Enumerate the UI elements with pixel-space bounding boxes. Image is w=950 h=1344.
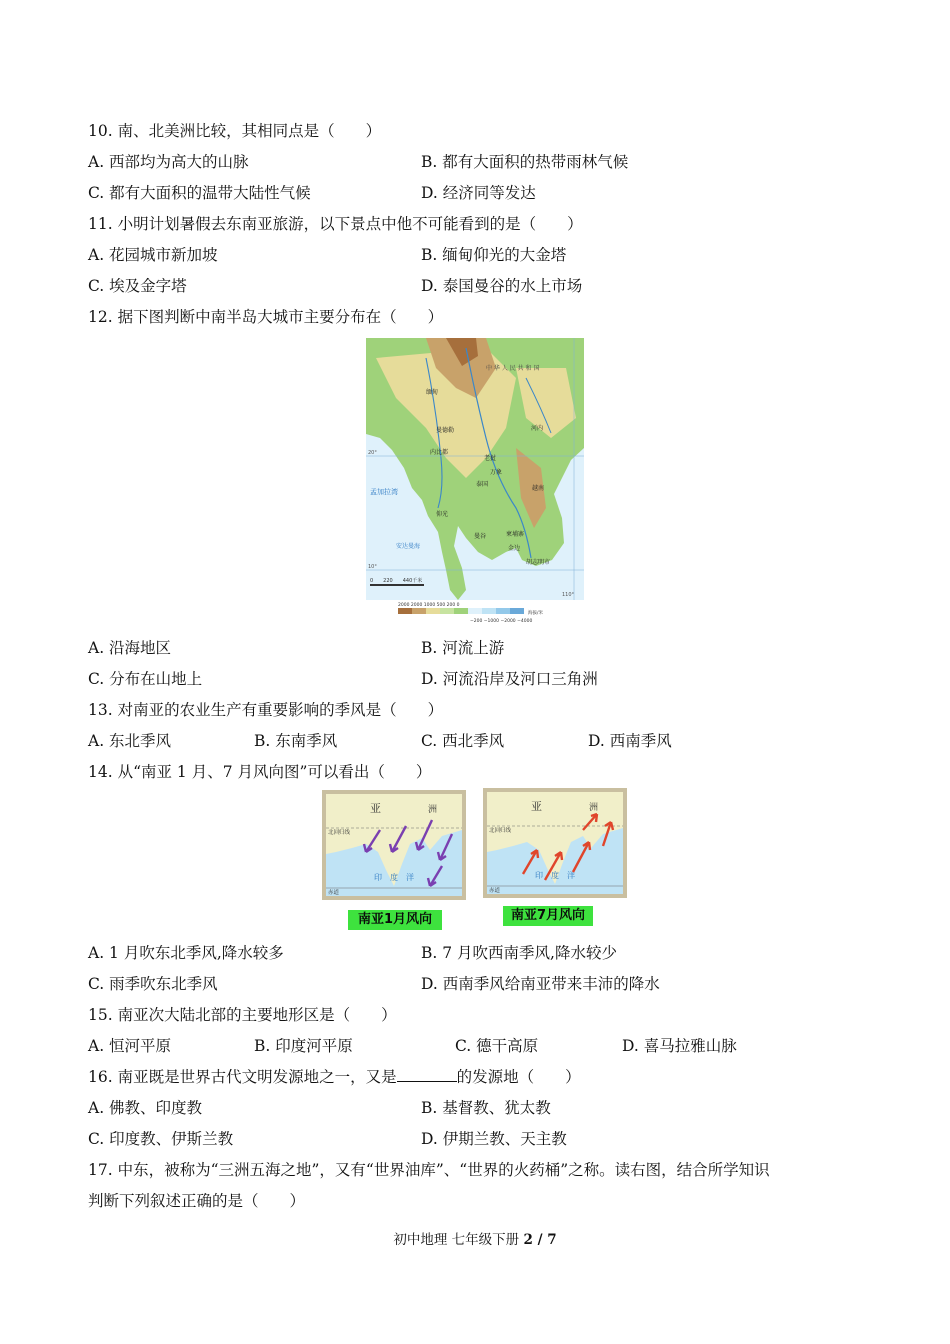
- label-lat-20: 20°: [368, 450, 377, 456]
- q14-stem: 14. 从“南亚 1 月、7 月风向图”可以看出（ ）: [88, 763, 432, 781]
- q16-option-a: A. 佛教、印度教: [88, 1099, 203, 1117]
- label-vientiane: 万象: [490, 469, 503, 476]
- q10-stem: 10. 南、北美洲比较，其相同点是（ ）: [88, 122, 382, 140]
- label-naypyidaw: 内比都: [430, 449, 449, 456]
- elevation-legend: [398, 602, 544, 624]
- jan-tropic-label: 北回归线: [328, 830, 351, 836]
- q14-option-c: C. 雨季吹东北季风: [88, 975, 218, 993]
- q15-option-c: C. 德干高原: [455, 1037, 539, 1055]
- scale-text: 0 220 440千米: [370, 578, 423, 584]
- legend-sea-values: −200 −1000 −2000 −4000: [470, 619, 533, 624]
- q12-option-a: A. 沿海地区: [88, 639, 172, 657]
- legend-unit: 海拔/米: [528, 611, 544, 616]
- footer-text: 初中地理 七年级下册: [393, 1232, 524, 1248]
- q16-blank: [397, 1067, 457, 1082]
- jan-zhou-label: 洲: [428, 805, 438, 815]
- label-hanoi: 河内: [531, 425, 544, 432]
- q15-option-b: B. 印度河平原: [254, 1037, 353, 1055]
- jan-asia-label: 亚: [370, 802, 381, 815]
- jan-ocean-label: 印 度 洋: [374, 873, 414, 882]
- q12-option-c: C. 分布在山地上: [88, 670, 203, 688]
- q14-option-b: B. 7 月吹西南季风,降水较少: [421, 944, 617, 962]
- q16-stem: [88, 1067, 581, 1087]
- q15-option-d: D. 喜马拉雅山脉: [622, 1037, 737, 1055]
- q11-option-c: C. 埃及金字塔: [88, 277, 187, 295]
- label-china: 中 华 人 民 共 和 国: [486, 365, 540, 372]
- indochina-map: [366, 338, 584, 628]
- label-mandalay: 曼德勒: [436, 427, 455, 434]
- wind-map-jul: [483, 788, 627, 923]
- q13-stem: 13. 对南亚的农业生产有重要影响的季风是（ ）: [88, 701, 444, 719]
- q10-option-d: D. 经济同等发达: [421, 184, 536, 202]
- q15-option-a: A. 恒河平原: [88, 1037, 172, 1055]
- label-andaman: 安达曼海: [396, 543, 421, 550]
- q11-stem: 11. 小明计划暑假去东南亚旅游，以下景点中他不可能看到的是（ ）: [88, 215, 583, 233]
- q11-option-b: B. 缅甸仰光的大金塔: [421, 246, 567, 264]
- jul-zhou-label: 洲: [589, 803, 599, 813]
- q13-option-a: A. 东北季风: [88, 732, 172, 750]
- jul-asia-label: 亚: [531, 800, 542, 813]
- q16-option-d: D. 伊期兰教、天主教: [421, 1130, 567, 1148]
- q16-option-b: B. 基督教、犹太教: [421, 1099, 551, 1117]
- jan-caption: 南亚1月风向: [348, 910, 442, 930]
- q16-stem-pre: 16. 南亚既是世界古代文明发源地之一，又是: [88, 1068, 397, 1086]
- q13-option-c: C. 西北季风: [421, 732, 505, 750]
- page-footer: [0, 1228, 950, 1248]
- q14-option-a: A. 1 月吹东北季风,降水较多: [88, 944, 284, 962]
- jul-equator-label: 赤道: [489, 888, 501, 894]
- label-yangon: 仰光: [436, 511, 449, 518]
- q16-option-c: C. 印度教、伊斯兰教: [88, 1130, 234, 1148]
- q13-option-b: B. 东南季风: [254, 732, 338, 750]
- q17-stem-line1: 17. 中东，被称为“三洲五海之地”，又有“世界油库”、“世界的火药桶”之称。读右图，结合所学知识: [88, 1161, 770, 1179]
- q15-stem: 15. 南亚次大陆北部的主要地形区是（ ）: [88, 1006, 397, 1024]
- q16-stem-post: 的发源地（ ）: [456, 1068, 581, 1086]
- q11-option-d: D. 泰国曼谷的水上市场: [421, 277, 583, 295]
- jan-equator-label: 赤道: [328, 890, 340, 896]
- q12-stem: 12. 据下图判断中南半岛大城市主要分布在（ ）: [88, 308, 444, 326]
- label-bay-of-bengal: 孟加拉湾: [370, 488, 398, 496]
- q13-option-d: D. 西南季风: [588, 732, 672, 750]
- label-laos: 老挝: [484, 455, 497, 462]
- q12-option-d: D. 河流沿岸及河口三角洲: [421, 670, 598, 688]
- q12-option-b: B. 河流上游: [421, 639, 505, 657]
- q10-option-b: B. 都有大面积的热带雨林气候: [421, 153, 629, 171]
- scale-bar: [370, 584, 424, 586]
- q10-option-c: C. 都有大面积的温带大陆性气候: [88, 184, 311, 202]
- label-lon-110: 110°: [562, 592, 575, 598]
- q17-stem-line2: 判断下列叙述正确的是（ ）: [88, 1192, 306, 1210]
- label-hcmc: 胡志明市: [526, 559, 551, 566]
- label-myanmar: 缅甸: [426, 389, 439, 396]
- label-phnom-penh: 金边: [508, 545, 521, 552]
- label-lat-10: 10°: [368, 564, 377, 570]
- wind-map-jan: [322, 790, 466, 927]
- jul-ocean-label: 印 度 洋: [535, 871, 575, 880]
- jul-caption: 南亚7月风向: [503, 906, 593, 926]
- q14-option-d: D. 西南季风给南亚带来丰沛的降水: [421, 975, 660, 993]
- page-number: 2 / 7: [523, 1232, 557, 1248]
- label-vietnam: 越南: [532, 485, 545, 492]
- jul-tropic-label: 北回归线: [489, 828, 512, 834]
- legend-land-values: 2000 2000 1000 500 200 0: [398, 603, 460, 608]
- label-cambodia: 柬埔寨: [506, 531, 525, 538]
- label-bangkok: 曼谷: [474, 533, 487, 540]
- label-thailand: 泰国: [476, 481, 489, 488]
- q10-option-a: A. 西部均为高大的山脉: [88, 153, 249, 171]
- q11-option-a: A. 花园城市新加坡: [88, 246, 218, 264]
